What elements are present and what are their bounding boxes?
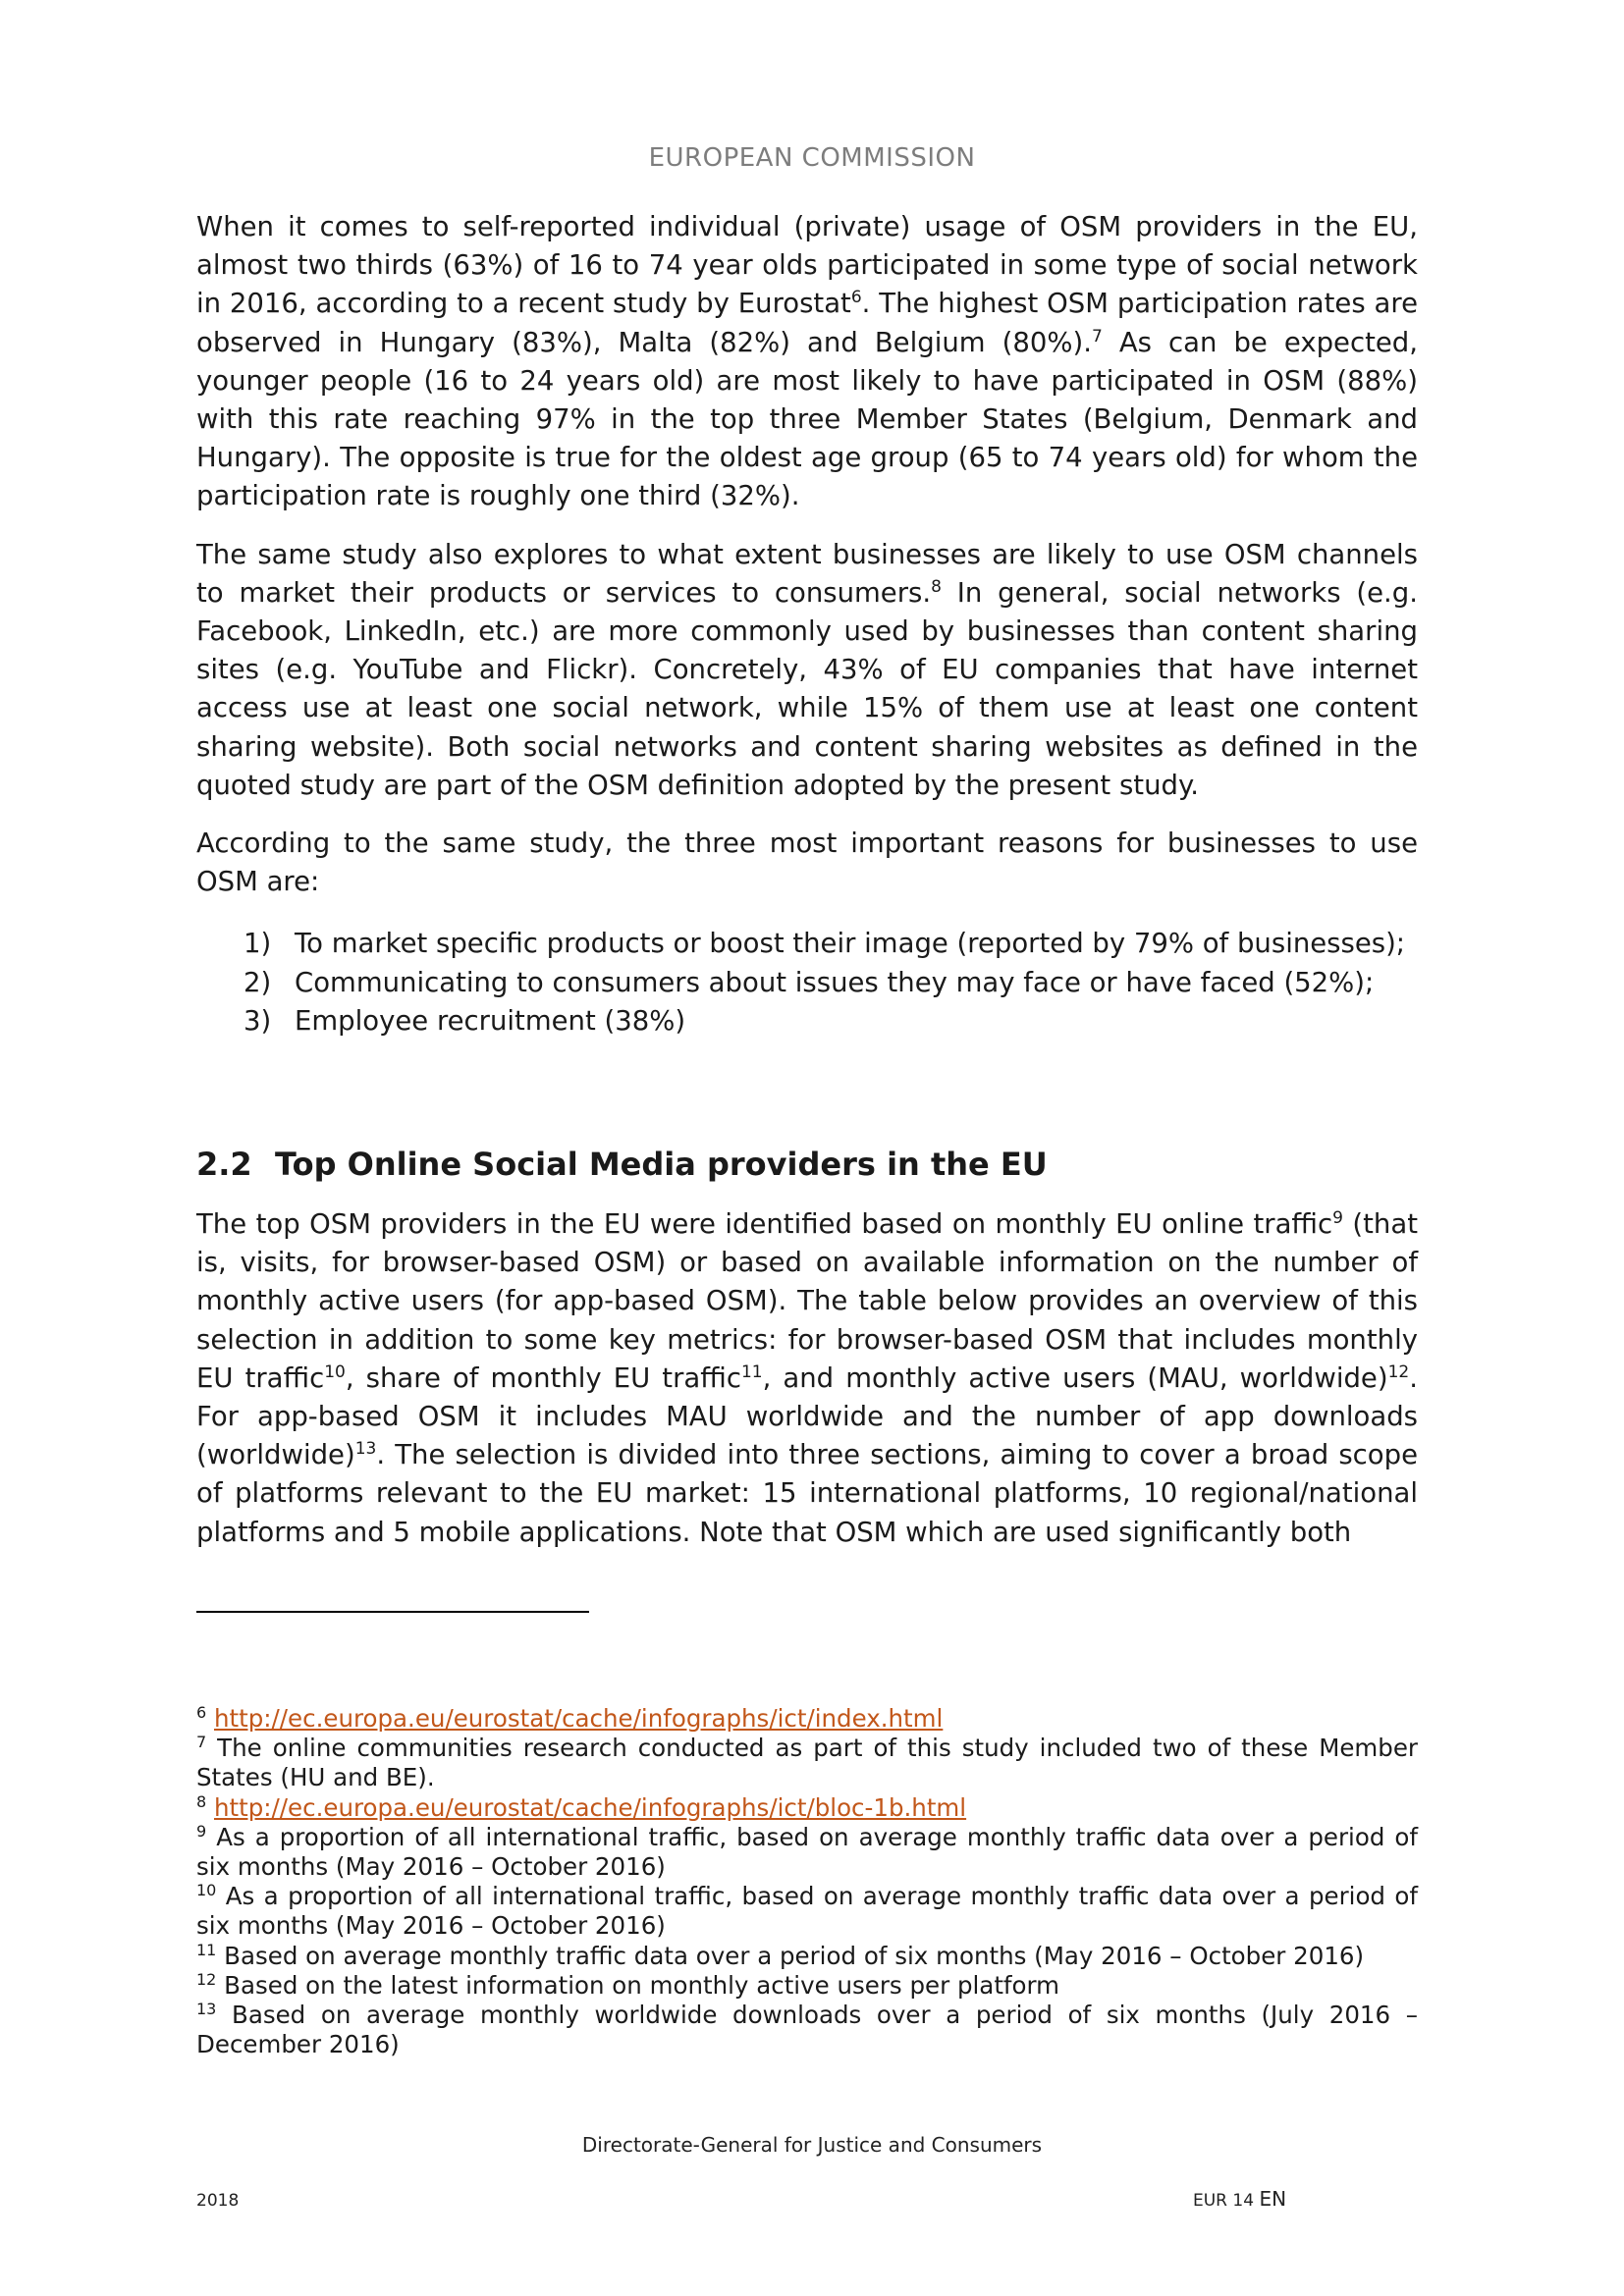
footnote-ref-12: 12	[1387, 1362, 1410, 1382]
footnote-number: 6	[196, 1702, 207, 1722]
page-number-text: EUR 14	[1193, 2191, 1255, 2211]
footnote-13	[196, 2001, 1418, 2059]
footnote-ref-9: 9	[1332, 1207, 1343, 1228]
list-text: Employee recruitment (38%)	[295, 1004, 686, 1037]
text-segment: , and monthly active users (MAU, worldwide)	[762, 1362, 1388, 1394]
footnote-divider	[196, 1611, 589, 1613]
text-segment: As can be expected, younger people (16 to 24 years old) are most likely to have participated in OSM (88%) with this rate reaching 97% in the top three Member States (Belgium, Denmark and Hungary). The opposite is true for the oldest age group (65 to 74 years old) for whom the participation rate is roughly one third (32%).	[196, 326, 1418, 512]
text-segment: . The highest OSM participation rates are observed in Hungary (83%), Malta (82%) and Belgium (80%).	[196, 288, 1418, 358]
footnote-ref-13: 13	[354, 1439, 377, 1460]
section-title: Top Online Social Media providers in the EU	[275, 1146, 1048, 1184]
footnote-number: 13	[196, 1999, 217, 2018]
list-number: 2)	[244, 966, 272, 998]
text-segment: . The selection is divided into three sections, aiming to cover a broad scope of platforms relevant to the EU market: 15 international platforms, 10 regional/national platforms and 5 mobile applications. Note that OSM which are used significantly both	[196, 1439, 1418, 1548]
list-item	[196, 1002, 1418, 1041]
footnote-ref-10: 10	[324, 1362, 346, 1382]
footnote-12	[196, 1971, 1418, 2001]
text-segment: The same study also explores to what extent businesses are likely to use OSM channels to market their products or services to consumers.	[196, 538, 1418, 609]
footnote-7	[196, 1734, 1418, 1792]
footnote-number: 9	[196, 1821, 207, 1841]
footnotes	[196, 1704, 1418, 2059]
footnote-text: The online communities research conducted as part of this study included two of these Member States (HU and BE).	[196, 1734, 1418, 1792]
footnote-number: 8	[196, 1791, 207, 1811]
footnote-ref-7: 7	[1091, 326, 1103, 347]
footnote-9	[196, 1823, 1418, 1882]
list-number: 3)	[244, 1004, 272, 1037]
footnote-link[interactable]: http://ec.europa.eu/eurostat/cache/infographs/ict/bloc-1b.html	[213, 1792, 967, 1822]
footnote-number: 12	[196, 1969, 217, 1989]
text-segment: When it comes to self-reported individual (private) usage of OSM providers in the EU, almost two thirds (63%) of 16 to 74 year olds participated in some type of social network in 2016, according to a recent study by Eurostat	[196, 211, 1418, 320]
reasons-list	[196, 925, 1418, 1041]
footer-directorate: Directorate-General for Justice and Consumers	[581, 2133, 1043, 2157]
section-number: 2.2	[196, 1146, 252, 1184]
footnote-number: 11	[196, 1940, 217, 1959]
text-segment: In general, social networks (e.g. Facebook, LinkedIn, etc.) are more commonly used by businesses than content sharing sites (e.g. YouTube and Flickr). Concretely, 43% of EU companies that have internet access use at least one social network, while 15% of them use at least one content sharing website). Both social networks and content sharing websites as defined in the quoted study are part of the OSM definition adopted by the present study.	[196, 576, 1418, 801]
page-header: EUROPEAN COMMISSION	[648, 143, 976, 173]
page-language: EN	[1259, 2187, 1287, 2211]
footer-year: 2018	[196, 2191, 240, 2211]
footnote-number: 7	[196, 1733, 207, 1752]
footnote-text: Based on average monthly worldwide downloads over a period of six months (July 2016 – December 2016)	[196, 2001, 1418, 2059]
footnote-8	[196, 1793, 1418, 1823]
footnote-6	[196, 1704, 1418, 1734]
footnote-text: Based on average monthly traffic data over a period of six months (May 2016 – October 2016)	[224, 1941, 1365, 1970]
paragraph-top-osm	[196, 1205, 1418, 1552]
list-text: Communicating to consumers about issues they may face or have faced (52%);	[295, 966, 1375, 998]
footnote-link[interactable]: http://ec.europa.eu/eurostat/cache/infographs/ict/index.html	[213, 1704, 944, 1733]
text-segment: . For app-based OSM it includes MAU worldwide and the number of app downloads (worldwide)	[196, 1362, 1418, 1471]
footnote-ref-11: 11	[740, 1362, 763, 1382]
list-item	[196, 925, 1418, 963]
footnote-text: Based on the latest information on monthly active users per platform	[224, 1970, 1060, 2000]
main-content	[196, 208, 1418, 1572]
footnote-10	[196, 1882, 1418, 1941]
footnote-11	[196, 1942, 1418, 1971]
list-item	[196, 964, 1418, 1002]
footnote-ref-8: 8	[931, 576, 942, 597]
list-text: To market specific products or boost their image (reported by 79% of businesses);	[295, 928, 1406, 960]
list-number: 1)	[244, 928, 272, 960]
footnote-text: As a proportion of all international traffic, based on average monthly traffic data over a period of six months (May 2016 – October 2016)	[196, 1882, 1418, 1941]
footnote-number: 10	[196, 1881, 217, 1900]
footnote-text: As a proportion of all international traffic, based on average monthly traffic data over a period of six months (May 2016 – October 2016)	[196, 1822, 1418, 1882]
paragraph-business-usage	[196, 536, 1418, 805]
paragraph-reasons-intro: According to the same study, the three most important reasons for businesses to use OSM are:	[196, 828, 1418, 898]
footnote-ref-6: 6	[850, 288, 862, 308]
paragraph-osm-usage	[196, 208, 1418, 516]
footer-page-number	[1193, 2187, 1286, 2211]
section-heading	[196, 1143, 1418, 1186]
text-segment: , share of monthly EU traffic	[345, 1362, 741, 1394]
text-segment: The top OSM providers in the EU were identified based on monthly EU online traffic	[196, 1208, 1333, 1241]
text-segment: (that is, visits, for browser-based OSM) or based on available information on the number of monthly active users (for app-based OSM). The table below provides an overview of this selection in addition to some key metrics: for browser-based OSM that includes monthly EU traffic	[196, 1208, 1418, 1394]
